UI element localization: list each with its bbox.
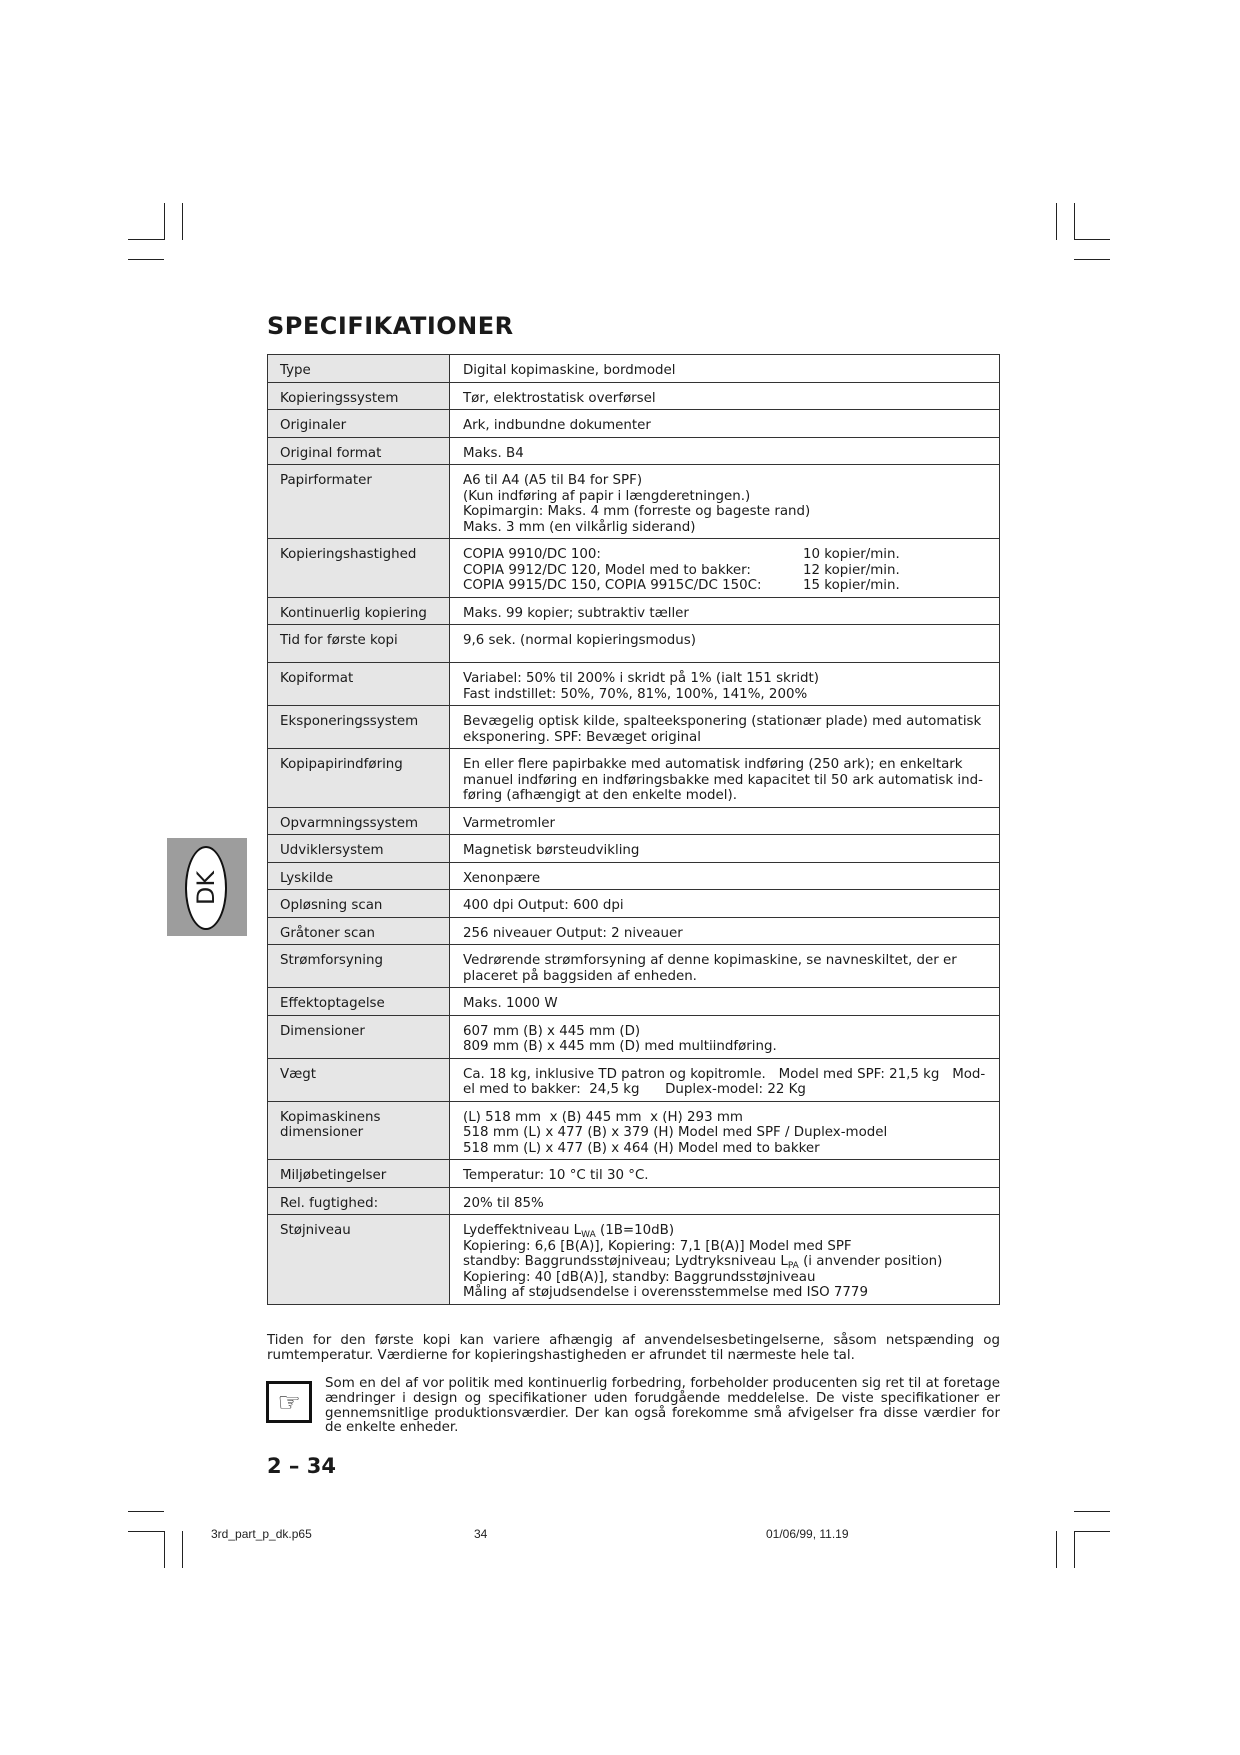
spec-label-line: Kopipapirindføring <box>280 757 403 772</box>
spec-value <box>450 1215 1000 1305</box>
spec-row <box>268 1160 1000 1188</box>
footer-file: 3rd_part_p_dk.p65 <box>211 1527 312 1541</box>
spec-label <box>268 1187 450 1215</box>
spec-value-line: A6 til A4 (A5 til B4 for SPF) <box>463 473 643 488</box>
spec-row <box>268 382 1000 410</box>
spec-value <box>450 355 1000 383</box>
spec-label-line: Kopieringssystem <box>280 390 399 406</box>
spec-row <box>268 945 1000 988</box>
spec-label <box>268 382 450 410</box>
spec-label <box>268 625 450 663</box>
speed-model: COPIA 9912/DC 120, Model med to bakker: <box>463 562 751 578</box>
spec-row <box>268 355 1000 383</box>
spec-value-line: eksponering. SPF: Bevæget original <box>463 729 701 745</box>
spec-label-line: Støjniveau <box>280 1223 351 1238</box>
noise-line <box>463 1223 989 1239</box>
page-number: 2 – 34 <box>267 1454 336 1478</box>
spec-value <box>450 382 1000 410</box>
crop-mark <box>1074 1531 1110 1532</box>
spec-value-line: Variabel: 50% til 200% i skridt på 1% (ialt 151 skridt) <box>463 671 820 686</box>
spec-value-line: el med to bakker: 24,5 kg Duplex-model: 22 Kg <box>463 1082 806 1097</box>
spec-value-line: (Kun indføring af papir i længderetningen.) <box>463 488 751 504</box>
noise-line <box>463 1254 989 1270</box>
spec-row <box>268 890 1000 918</box>
spec-value-line: manuel indføring en indføringsbakke med kapacitet til 50 ark automatisk ind- <box>463 772 983 788</box>
crop-mark <box>1074 1531 1075 1568</box>
language-tab <box>167 838 247 936</box>
spec-value-line: Maks. 99 kopier; subtraktiv tæller <box>463 605 689 621</box>
crop-mark <box>1074 239 1110 240</box>
spec-value <box>450 1101 1000 1160</box>
spec-label <box>268 663 450 706</box>
spec-label <box>268 465 450 539</box>
spec-value-line: 20% til 85% <box>463 1195 544 1211</box>
spec-label <box>268 597 450 625</box>
speed-rate: 10 kopier/min. <box>803 547 900 562</box>
speed-entry <box>463 563 989 579</box>
spec-value <box>450 597 1000 625</box>
spec-label <box>268 890 450 918</box>
spec-label-line: Rel. fugtighed: <box>280 1195 379 1211</box>
spec-label-line: Kontinuerlig kopiering <box>280 605 427 621</box>
spec-row <box>268 1058 1000 1101</box>
spec-value-line: 400 dpi Output: 600 dpi <box>463 898 624 913</box>
spec-label-line: Original format <box>280 445 382 461</box>
speed-rate: 15 kopier/min. <box>803 578 900 593</box>
spec-label-line: Miljøbetingelser <box>280 1168 387 1183</box>
spec-value <box>450 749 1000 808</box>
footer-page: 34 <box>474 1527 488 1541</box>
crop-mark <box>164 203 165 240</box>
spec-value <box>450 917 1000 945</box>
spec-value-line: 809 mm (B) x 445 mm (D) med multiindføring. <box>463 1039 777 1054</box>
spec-value <box>450 1160 1000 1188</box>
spec-row <box>268 706 1000 749</box>
spec-row <box>268 437 1000 465</box>
language-tab-oval <box>185 846 227 930</box>
spec-value-line: Vedrørende strømforsyning af denne kopimaskine, se navneskiltet, der er <box>463 953 957 968</box>
spec-table-body <box>268 355 1000 1305</box>
spec-label <box>268 706 450 749</box>
spec-row <box>268 988 1000 1016</box>
noise-text: WA <box>581 1230 596 1240</box>
spec-value-line: Ca. 18 kg, inklusive TD patron og kopitromle. Model med SPF: 21,5 kg Mod- <box>463 1066 986 1082</box>
spec-value-line: placeret på baggsiden af enheden. <box>463 968 697 984</box>
spec-label <box>268 410 450 438</box>
spec-label-line: Dimensioner <box>280 1023 365 1039</box>
spec-value-line: En eller flere papirbakke med automatisk indføring (250 ark); en enkeltark <box>463 757 963 772</box>
spec-value <box>450 890 1000 918</box>
spec-label-line: Vægt <box>280 1066 317 1082</box>
spec-label-line: Effektoptagelse <box>280 996 385 1011</box>
crop-mark <box>182 1531 183 1568</box>
spec-value-line: føring (afhængigt at den enkelte model). <box>463 788 737 803</box>
crop-mark <box>182 203 183 240</box>
spec-label <box>268 539 450 598</box>
spec-value <box>450 1187 1000 1215</box>
spec-value-line: Varmetromler <box>463 815 556 831</box>
noise-text: (1B=10dB) <box>595 1223 675 1238</box>
noise-text: PA <box>787 1261 799 1271</box>
spec-value <box>450 410 1000 438</box>
spec-label <box>268 988 450 1016</box>
crop-mark <box>1074 1511 1110 1512</box>
spec-row <box>268 1215 1000 1305</box>
crop-mark <box>128 1511 164 1512</box>
spec-value-line: Maks. 3 mm (en vilkårlig siderand) <box>463 519 696 535</box>
spec-value <box>450 625 1000 663</box>
spec-row <box>268 625 1000 663</box>
noise-text: Kopiering: 40 [dB(A)], standby: Baggrundsstøjniveau <box>463 1269 816 1285</box>
speed-model: COPIA 9910/DC 100: <box>463 547 601 562</box>
spec-label-line: Opløsning scan <box>280 898 383 913</box>
spec-label-line: Udviklersystem <box>280 843 384 858</box>
spec-row <box>268 917 1000 945</box>
spec-value <box>450 706 1000 749</box>
crop-mark <box>128 239 164 240</box>
spec-value-line: Fast indstillet: 50%, 70%, 81%, 100%, 141%, 200% <box>463 686 808 702</box>
spec-label-line: Eksponeringssystem <box>280 714 419 729</box>
improvement-note: Som en del af vor politik med kontinuerlig forbedring, forbeholder producenten sig ret til at foretage ændringer i design og specifikationer uden forudgående meddelelse. De viste specifikationer er gennemsnitlige produktionsværdier. Der kan også forekomme små afvigelser fra disse værdier for de enkelte enheder. <box>325 1376 1000 1436</box>
spec-row <box>268 807 1000 835</box>
crop-mark <box>1074 259 1110 260</box>
noise-text: Lydeffektniveau L <box>463 1223 582 1238</box>
spec-row <box>268 539 1000 598</box>
spec-value <box>450 539 1000 598</box>
spec-label-line: Originaler <box>280 418 347 433</box>
spec-label <box>268 945 450 988</box>
spec-value-line: Ark, indbundne dokumenter <box>463 418 651 433</box>
spec-row <box>268 410 1000 438</box>
spec-label <box>268 1215 450 1305</box>
spec-value-line: 256 niveauer Output: 2 niveauer <box>463 925 683 941</box>
spec-value-line: Bevægelig optisk kilde, spalteeksponering (stationær plade) med automatisk <box>463 714 982 729</box>
crop-mark <box>128 1531 164 1532</box>
spec-label <box>268 355 450 383</box>
noise-text: (i anvender position) <box>798 1254 943 1269</box>
spec-label <box>268 1160 450 1188</box>
spec-row <box>268 663 1000 706</box>
spec-label-line: Type <box>280 363 311 378</box>
spec-table <box>267 354 1000 1305</box>
spec-value-line: Magnetisk børsteudvikling <box>463 843 640 858</box>
spec-label <box>268 1015 450 1058</box>
spec-row <box>268 1187 1000 1215</box>
spec-label-line: Opvarmningssystem <box>280 815 419 831</box>
spec-value <box>450 835 1000 863</box>
spec-label <box>268 1058 450 1101</box>
spec-label-line: dimensioner <box>280 1125 364 1140</box>
crop-mark <box>128 259 164 260</box>
spec-label <box>268 437 450 465</box>
spec-value-line: (L) 518 mm x (B) 445 mm x (H) 293 mm <box>463 1109 743 1125</box>
spec-label-line: Strømforsyning <box>280 953 383 968</box>
spec-row <box>268 597 1000 625</box>
spec-value <box>450 988 1000 1016</box>
spec-label <box>268 749 450 808</box>
spec-row <box>268 465 1000 539</box>
spec-label <box>268 835 450 863</box>
spec-label <box>268 862 450 890</box>
noise-text: Kopiering: 6,6 [B(A)], Kopiering: 7,1 [B(A)] Model med SPF <box>463 1238 852 1254</box>
spec-value-line: Kopimargin: Maks. 4 mm (forreste og bageste rand) <box>463 504 811 519</box>
spec-value-line: Maks. B4 <box>463 445 524 461</box>
speed-entry <box>463 547 989 563</box>
speed-model: COPIA 9915/DC 150, COPIA 9915C/DC 150C: <box>463 578 762 593</box>
spec-label-line: Lyskilde <box>280 870 334 886</box>
spec-value <box>450 1058 1000 1101</box>
spec-label-line: Kopimaskinens <box>280 1109 381 1125</box>
noise-text: Måling af støjudsendelse i overensstemmelse med ISO 7779 <box>463 1285 868 1300</box>
spec-row <box>268 835 1000 863</box>
crop-mark <box>1056 1531 1057 1568</box>
spec-value-line: 518 mm (L) x 477 (B) x 464 (H) Model med to bakker <box>463 1140 820 1156</box>
footer-date: 01/06/99, 11.19 <box>766 1527 849 1541</box>
spec-row <box>268 749 1000 808</box>
spec-label-line: Kopiformat <box>280 671 354 686</box>
spec-row <box>268 1101 1000 1160</box>
spec-row <box>268 1015 1000 1058</box>
crop-mark <box>1074 203 1075 240</box>
spec-value <box>450 465 1000 539</box>
spec-value-line: Maks. 1000 W <box>463 996 558 1011</box>
spec-label <box>268 917 450 945</box>
crop-mark <box>164 1531 165 1568</box>
speed-entry <box>463 578 989 594</box>
spec-value-line: 518 mm (L) x 477 (B) x 379 (H) Model med SPF / Duplex-model <box>463 1125 888 1140</box>
spec-value <box>450 945 1000 988</box>
spec-row <box>268 862 1000 890</box>
spec-label-line: Papirformater <box>280 473 372 488</box>
spec-value-line: 607 mm (B) x 445 mm (D) <box>463 1023 641 1039</box>
spec-value-line: Temperatur: 10 °C til 30 °C. <box>463 1168 649 1183</box>
page-title: SPECIFIKATIONER <box>267 312 514 340</box>
spec-label <box>268 807 450 835</box>
spec-value <box>450 663 1000 706</box>
pointing-hand-icon: ☞ <box>266 1381 312 1423</box>
crop-mark <box>1056 203 1057 240</box>
language-tab-label: DK <box>192 870 220 906</box>
spec-label-line: Tid for første kopi <box>280 633 398 648</box>
noise-text: standby: Baggrundsstøjniveau; Lydtryksniveau L <box>463 1254 788 1269</box>
spec-value <box>450 862 1000 890</box>
spec-value-line: Digital kopimaskine, bordmodel <box>463 363 676 378</box>
spec-label-line: Kopieringshastighed <box>280 547 417 562</box>
spec-value <box>450 437 1000 465</box>
speed-rate: 12 kopier/min. <box>803 562 900 578</box>
spec-value-line: Xenonpære <box>463 870 541 886</box>
first-copy-note: Tiden for den første kopi kan variere afhængig af anvendelsesbetingelserne, såsom netspænding og rumtemperatur. Værdierne for kopieringshastigheden er afrundet til nærmeste hele tal. <box>267 1333 1000 1363</box>
spec-value <box>450 807 1000 835</box>
spec-value <box>450 1015 1000 1058</box>
spec-label-line: Gråtoner scan <box>280 925 376 941</box>
spec-label <box>268 1101 450 1160</box>
spec-value-line: Tør, elektrostatisk overførsel <box>463 390 656 406</box>
spec-value-line: 9,6 sek. (normal kopieringsmodus) <box>463 633 696 648</box>
